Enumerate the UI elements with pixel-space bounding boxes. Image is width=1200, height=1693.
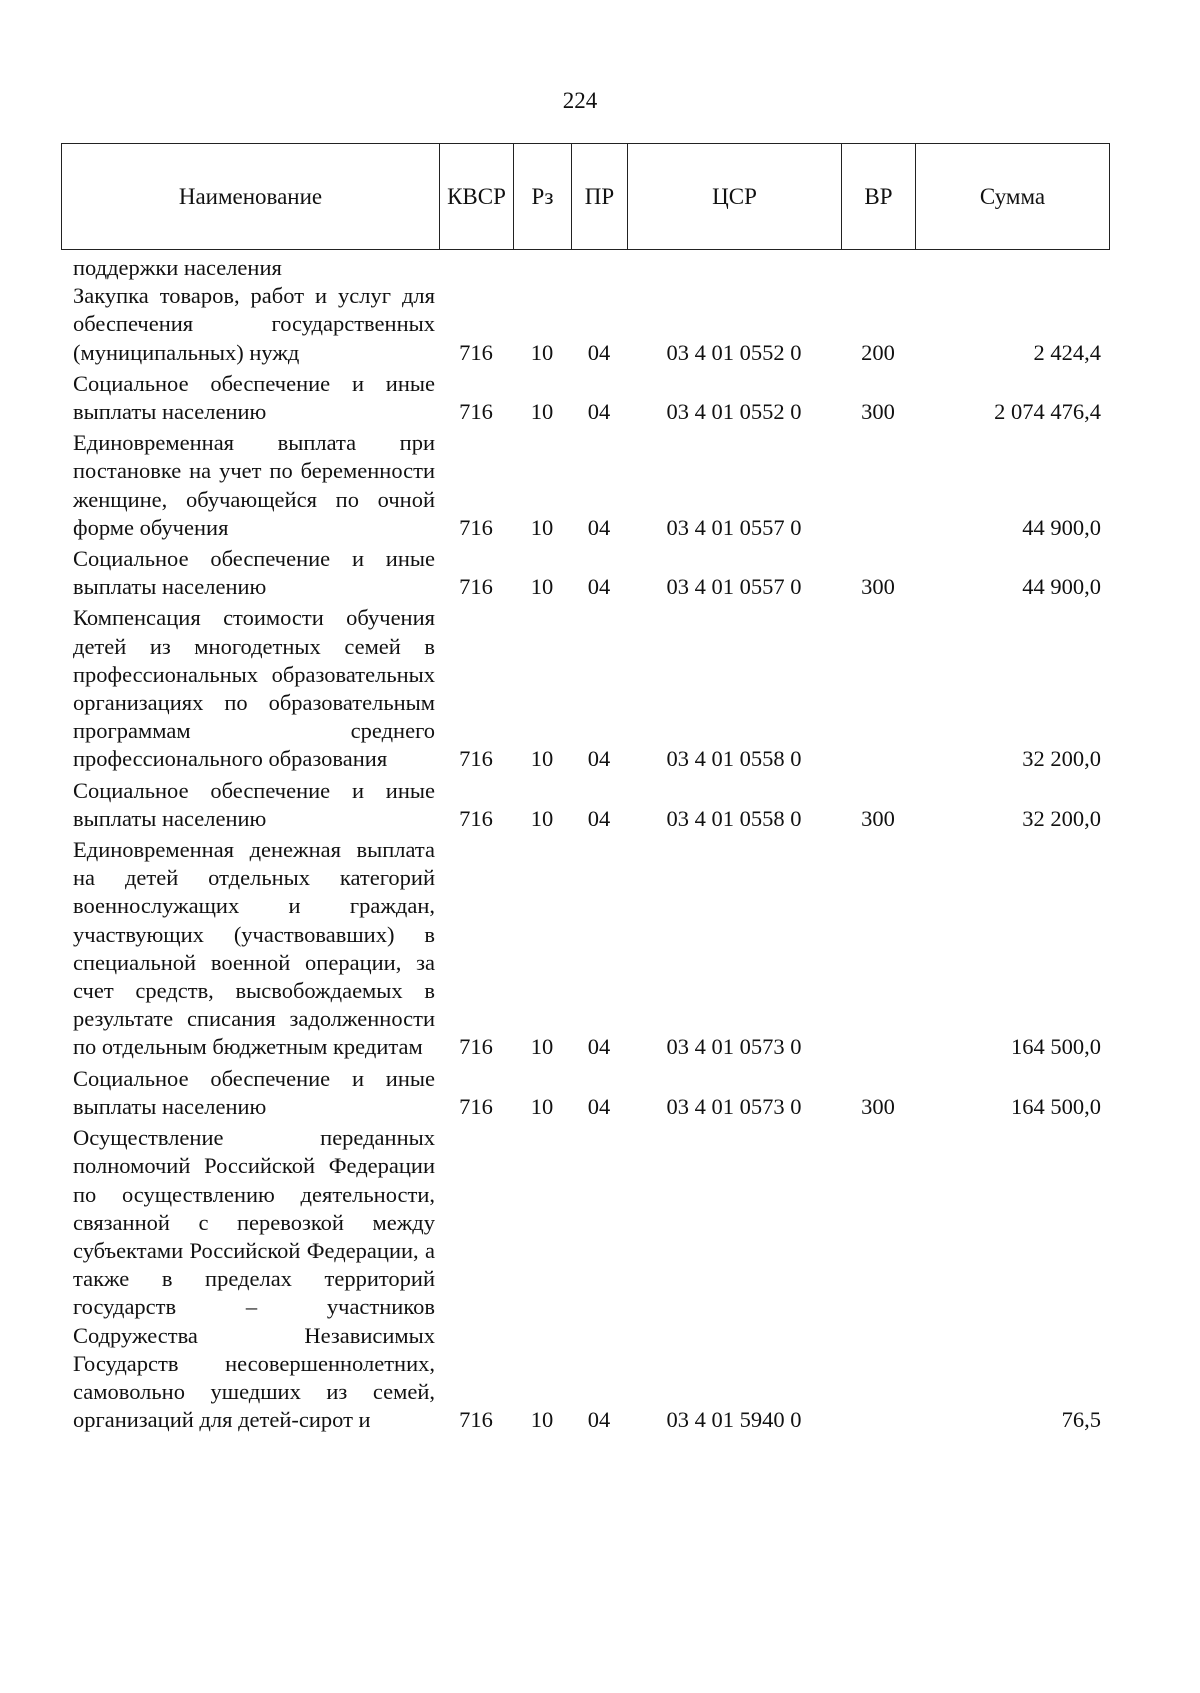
header-pr: ПР xyxy=(572,144,628,250)
cell-vr: 300 xyxy=(861,399,895,425)
cell-kvsr: 716 xyxy=(459,1093,493,1119)
cell-rz: 10 xyxy=(530,339,554,365)
cell-name: Закупка товаров, работ и услуг для обеспечения государственных (муниципальных) нужд xyxy=(73,283,435,365)
cell-kvsr: 716 xyxy=(459,1034,493,1060)
cell-rz: 10 xyxy=(530,1093,554,1119)
cell-sum: 2 424,4 xyxy=(1033,339,1101,365)
cell-kvsr: 716 xyxy=(459,514,493,540)
continuation-text: поддержки населения xyxy=(73,255,282,280)
cell-kvsr: 716 xyxy=(459,1407,493,1433)
cell-kvsr: 716 xyxy=(459,574,493,600)
cell-vr: 200 xyxy=(861,339,895,365)
cell-sum: 32 200,0 xyxy=(1022,805,1101,831)
cell-vr: 300 xyxy=(861,1093,895,1119)
cell-vr: 300 xyxy=(861,805,895,831)
cell-sum: 44 900,0 xyxy=(1022,574,1101,600)
cell-rz: 10 xyxy=(530,1407,554,1433)
cell-pr: 04 xyxy=(587,339,611,365)
cell-rz: 10 xyxy=(530,746,554,772)
cell-rz: 10 xyxy=(530,1034,554,1060)
cell-sum: 32 200,0 xyxy=(1022,746,1101,772)
table-row xyxy=(61,1065,1109,1124)
cell-name: Компенсация стоимости обучения детей из многодетных семей в профессиональных образовательных организациях по образовательным программам среднего профессионального образования xyxy=(73,605,435,772)
cell-csr: 03 4 01 5940 0 xyxy=(666,1407,802,1433)
cell-vr: 300 xyxy=(861,574,895,600)
cell-vr xyxy=(841,1124,915,1437)
cell-pr: 04 xyxy=(587,1407,611,1433)
header-vr: ВР xyxy=(842,144,916,250)
cell-name: Осуществление переданных полномочий Российской Федерации по осуществлению деятельности, связанной с перевозкой между субъектами Российской Федерации, а также в пределах территорий государств – участников Содружества Независимых Государств несовершеннолетних, самовольно ушедших из семей, организаций для детей-сирот и xyxy=(73,1125,435,1433)
cell-vr xyxy=(841,604,915,776)
header-name: Наименование xyxy=(62,144,440,250)
header-kvsr: КВСР xyxy=(440,144,514,250)
cell-csr: 03 4 01 0557 0 xyxy=(666,574,802,600)
cell-kvsr: 716 xyxy=(459,746,493,772)
cell-pr: 04 xyxy=(587,399,611,425)
cell-name: Единовременная денежная выплата на детей отдельных категорий военнослужащих и граждан, участвующих (участвовавших) в специальной военной операции, за счет средств, высвобождаемых в результате списания задолженности по отдельным бюджетным кредитам xyxy=(73,837,435,1060)
cell-name: Социальное обеспечение и иные выплаты населению xyxy=(73,370,435,425)
cell-csr: 03 4 01 0552 0 xyxy=(666,339,802,365)
cell-pr: 04 xyxy=(587,574,611,600)
table-body xyxy=(61,254,1109,1437)
table-row xyxy=(61,604,1109,776)
cell-pr: 04 xyxy=(587,746,611,772)
table-header xyxy=(61,143,1110,250)
cell-sum: 44 900,0 xyxy=(1022,514,1101,540)
table-row xyxy=(61,1124,1109,1437)
cell-csr: 03 4 01 0573 0 xyxy=(666,1093,802,1119)
header-sum: Сумма xyxy=(916,144,1110,250)
table-row xyxy=(61,836,1109,1065)
table-row xyxy=(61,777,1109,836)
cell-vr xyxy=(841,429,915,545)
cell-kvsr: 716 xyxy=(459,805,493,831)
cell-pr: 04 xyxy=(587,805,611,831)
cell-csr: 03 4 01 0558 0 xyxy=(666,805,802,831)
cell-rz: 10 xyxy=(530,805,554,831)
cell-csr: 03 4 01 0552 0 xyxy=(666,399,802,425)
cell-name: Социальное обеспечение и иные выплаты населению xyxy=(73,777,435,831)
cell-kvsr: 716 xyxy=(459,339,493,365)
cell-pr: 04 xyxy=(587,1034,611,1060)
cell-sum: 76,5 xyxy=(1061,1407,1101,1433)
cell-sum: 164 500,0 xyxy=(1011,1034,1101,1060)
table-row xyxy=(61,545,1109,604)
table-row xyxy=(61,282,1109,370)
cell-csr: 03 4 01 0557 0 xyxy=(666,514,802,540)
cell-name: Социальное обеспечение и иные выплаты населению xyxy=(73,1065,435,1119)
page-number: 224 xyxy=(562,88,598,113)
cell-name: Социальное обеспечение и иные выплаты населению xyxy=(73,546,435,600)
cell-vr xyxy=(841,836,915,1065)
continuation-row xyxy=(61,254,1109,282)
table-row xyxy=(61,429,1109,545)
cell-rz: 10 xyxy=(530,574,554,600)
cell-name: Единовременная выплата при постановке на учет по беременности женщине, обучающейся по очной форме обучения xyxy=(73,430,435,540)
cell-sum: 2 074 476,4 xyxy=(994,399,1101,425)
cell-pr: 04 xyxy=(587,1093,611,1119)
cell-sum: 164 500,0 xyxy=(1011,1093,1101,1119)
cell-csr: 03 4 01 0573 0 xyxy=(666,1034,802,1060)
cell-rz: 10 xyxy=(530,514,554,540)
cell-csr: 03 4 01 0558 0 xyxy=(666,746,802,772)
cell-pr: 04 xyxy=(587,514,611,540)
header-rz: Рз xyxy=(514,144,572,250)
header-csr: ЦСР xyxy=(628,144,842,250)
cell-kvsr: 716 xyxy=(459,399,493,425)
table-row xyxy=(61,370,1109,429)
cell-rz: 10 xyxy=(530,399,554,425)
